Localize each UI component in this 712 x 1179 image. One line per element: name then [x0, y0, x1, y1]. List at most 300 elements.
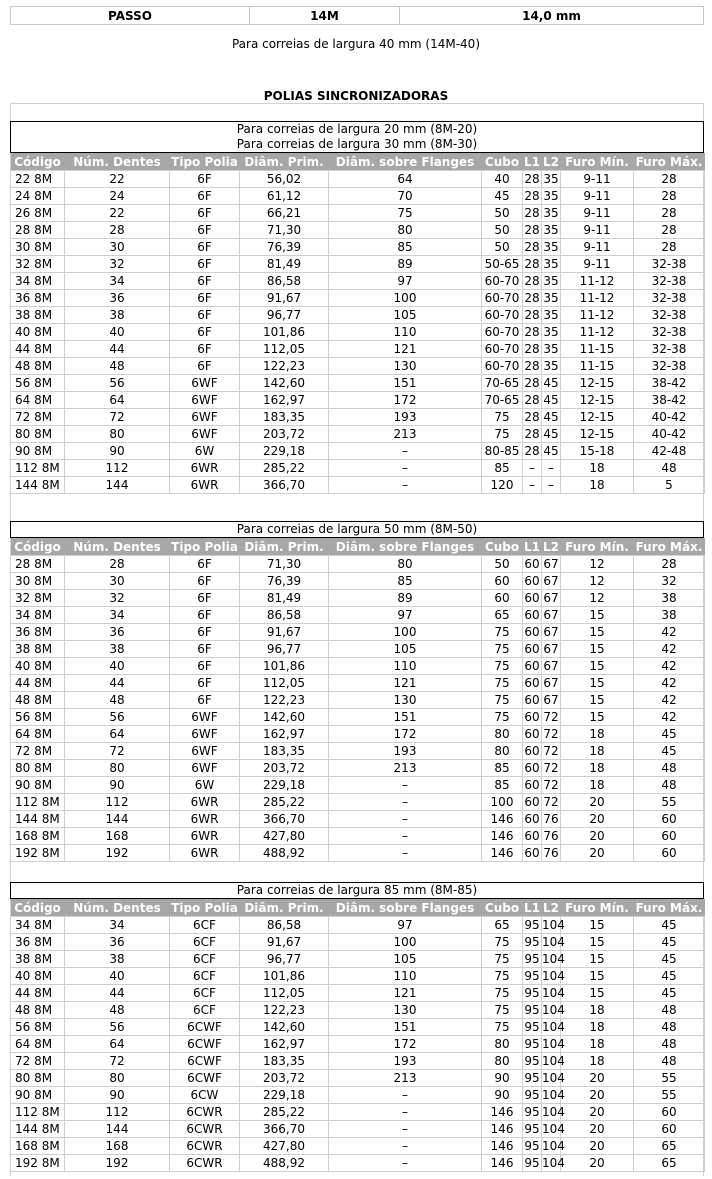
table-cell: 28	[524, 325, 540, 339]
table-row	[11, 171, 705, 188]
table-cell: 20	[561, 1155, 634, 1172]
table-cell: 48	[634, 1002, 705, 1019]
table-cell: 89	[329, 590, 482, 607]
column-header: Diâm. Prim.	[240, 538, 329, 556]
table-cell: 95	[524, 1037, 540, 1051]
table-cell: 60-70	[482, 307, 523, 324]
table-cell: 45	[543, 376, 559, 390]
table-row	[11, 692, 705, 709]
table-cell: 85	[482, 460, 523, 477]
table-row	[11, 239, 705, 256]
table-cell: 192	[65, 1155, 170, 1172]
table-cell: 30	[65, 239, 170, 256]
table-cell: 6CF	[170, 951, 240, 968]
column-header: Núm. Dentes	[65, 538, 170, 556]
table-cell: 44 8M	[11, 675, 65, 692]
column-header: Furo Máx.	[634, 153, 705, 171]
table-cell: 28	[634, 222, 705, 239]
column-header: L1	[524, 154, 540, 169]
table-cell: 32	[65, 256, 170, 273]
table-cell: 32 8M	[11, 590, 65, 607]
table-cell: 34 8M	[11, 607, 65, 624]
table-cell: 130	[329, 692, 482, 709]
table-cell: –	[329, 845, 482, 862]
column-header: L1	[524, 539, 540, 554]
table-cell: 144	[65, 477, 170, 494]
table-row	[11, 460, 705, 477]
column-header: Cubo	[482, 153, 523, 171]
table-cell: 366,70	[240, 1121, 329, 1138]
table-cell: 91,67	[240, 624, 329, 641]
table-cell: 35	[543, 257, 559, 271]
table-row	[11, 1053, 705, 1070]
table-cell: 60	[524, 591, 540, 605]
table-cell: –	[329, 1138, 482, 1155]
table-cell: 105	[329, 951, 482, 968]
table-row	[11, 675, 705, 692]
table-cell: 36 8M	[11, 624, 65, 641]
table-cell: –	[329, 1104, 482, 1121]
table-cell: 6F	[170, 324, 240, 341]
table-cell: –	[329, 1155, 482, 1172]
table-cell: 40 8M	[11, 324, 65, 341]
table-cell: 144	[65, 1121, 170, 1138]
table-cell: 64 8M	[11, 392, 65, 409]
table-cell: 22	[65, 205, 170, 222]
table-row	[11, 1155, 705, 1172]
table-row	[11, 743, 705, 760]
table-cell: 6WF	[170, 426, 240, 443]
table-cell: 65	[634, 1138, 705, 1155]
table-cell: 6CWR	[170, 1138, 240, 1155]
table-cell: 45	[634, 951, 705, 968]
table-cell: 90	[65, 443, 170, 460]
table-cell: 24 8M	[11, 188, 65, 205]
table-cell: 20	[561, 811, 634, 828]
table-cell: 6F	[170, 256, 240, 273]
table-cell: 38	[634, 590, 705, 607]
table-cell: 67	[543, 557, 559, 571]
table-cell: 50	[482, 222, 523, 239]
table-cell: 229,18	[240, 443, 329, 460]
table-cell: 151	[329, 709, 482, 726]
pulley-table	[10, 899, 705, 1172]
table-cell: 12	[561, 556, 634, 573]
table-cell: 100	[482, 794, 523, 811]
table-row	[11, 658, 705, 675]
table-cell: 56 8M	[11, 375, 65, 392]
table-cell: 36	[65, 290, 170, 307]
table-cell: 32-38	[634, 273, 705, 290]
column-header: Tipo Polia	[171, 539, 238, 554]
table-cell: 6WF	[170, 409, 240, 426]
table-caption	[10, 121, 704, 153]
table-cell: 6F	[170, 624, 240, 641]
table-cell: 72	[543, 795, 559, 809]
table-cell: 80	[482, 743, 523, 760]
table-cell: 12	[561, 590, 634, 607]
table-cell: 11-12	[561, 290, 634, 307]
table-cell: 60	[524, 812, 540, 826]
table-cell: 104	[542, 969, 565, 983]
table-cell: 142,60	[240, 709, 329, 726]
table-cell: 213	[329, 1070, 482, 1087]
table-cell: 80	[482, 726, 523, 743]
table-cell: 101,86	[240, 658, 329, 675]
column-header: Código	[11, 899, 65, 917]
table-row	[11, 188, 705, 205]
table-cell: 72	[543, 744, 559, 758]
table-cell: 6CW	[170, 1087, 240, 1104]
table-cell: 162,97	[240, 392, 329, 409]
table-cell: 75	[482, 624, 523, 641]
table-cell: 56 8M	[11, 709, 65, 726]
table-cell: 18	[561, 760, 634, 777]
table-cell: 6W	[170, 443, 240, 460]
table-row	[11, 273, 705, 290]
table-cell: 36 8M	[11, 934, 65, 951]
table-cell: 42	[634, 709, 705, 726]
table-cell: 56	[65, 1019, 170, 1036]
column-header: Furo Mín.	[561, 899, 634, 917]
table-cell: 20	[561, 794, 634, 811]
table-cell: 15	[561, 692, 634, 709]
table-cell: 60	[524, 846, 540, 860]
table-cell: 97	[329, 917, 482, 934]
table-cell: 193	[329, 409, 482, 426]
table-cell: 28	[634, 239, 705, 256]
table-cell: 75	[482, 426, 523, 443]
table-cell: 28	[524, 257, 540, 271]
table-cell: 72	[543, 710, 559, 724]
table-cell: 72	[65, 1053, 170, 1070]
table-cell: 26 8M	[11, 205, 65, 222]
table-cell: 72 8M	[11, 409, 65, 426]
table-cell: 45	[543, 393, 559, 407]
table-cell: 30 8M	[11, 573, 65, 590]
table-cell: 104	[542, 935, 565, 949]
table-cell: 80	[329, 556, 482, 573]
table-cell: 192	[65, 845, 170, 862]
table-cell: 75	[482, 409, 523, 426]
table-cell: 42	[634, 658, 705, 675]
table-cell: 130	[329, 358, 482, 375]
table-cell: 6WR	[170, 477, 240, 494]
table-row	[11, 726, 705, 743]
table-cell: 60	[524, 625, 540, 639]
table-cell: 6CF	[170, 1002, 240, 1019]
table-cell: 15	[561, 934, 634, 951]
table-cell: 56,02	[240, 171, 329, 188]
table-cell: 95	[524, 1071, 540, 1085]
table-cell: 20	[561, 845, 634, 862]
table-cell: 18	[561, 460, 634, 477]
table-row	[11, 341, 705, 358]
table-cell: 15	[561, 951, 634, 968]
table-cell: 11-12	[561, 307, 634, 324]
table-cell: 48	[634, 1053, 705, 1070]
table-cell: 146	[482, 1155, 523, 1172]
table-cell: 12-15	[561, 375, 634, 392]
table-cell: 18	[561, 726, 634, 743]
table-cell: 6F	[170, 222, 240, 239]
table-cell: 11-15	[561, 358, 634, 375]
table-cell: 38	[65, 307, 170, 324]
table-cell: 72 8M	[11, 743, 65, 760]
table-cell: 95	[524, 986, 540, 1000]
table-cell: 229,18	[240, 777, 329, 794]
table-cell: 44	[65, 341, 170, 358]
table-cell: 28	[524, 393, 540, 407]
table-cell: 9-11	[561, 222, 634, 239]
table-row	[11, 607, 705, 624]
table-cell: 151	[329, 1019, 482, 1036]
table-cell: 60	[524, 829, 540, 843]
table-cell: 183,35	[240, 409, 329, 426]
table-cell: 146	[482, 811, 523, 828]
table-row	[11, 968, 705, 985]
table-cell: 6F	[170, 205, 240, 222]
table-cell: 168 8M	[11, 828, 65, 845]
table-cell: 67	[543, 693, 559, 707]
table-cell: 96,77	[240, 307, 329, 324]
table-cell: 104	[542, 1054, 565, 1068]
table-cell: 32 8M	[11, 256, 65, 273]
table-cell: 38	[65, 951, 170, 968]
table-cell: 66,21	[240, 205, 329, 222]
column-header: Tipo Polia	[171, 900, 238, 915]
table-row	[11, 205, 705, 222]
table-cell: 80	[65, 426, 170, 443]
table-cell: 60-70	[482, 273, 523, 290]
table-cell: 6F	[170, 556, 240, 573]
table-cell: 40	[482, 171, 523, 188]
table-cell: 112,05	[240, 341, 329, 358]
table-cell: 72 8M	[11, 1053, 65, 1070]
table-cell: 45	[543, 444, 559, 458]
table-cell: 146	[482, 1121, 523, 1138]
table-cell: 24	[65, 188, 170, 205]
table-cell: 76	[543, 812, 559, 826]
table-row	[11, 477, 705, 494]
table-cell: 6WR	[170, 845, 240, 862]
table-cell: 48	[634, 760, 705, 777]
table-cell: 89	[329, 256, 482, 273]
table-cell: 183,35	[240, 743, 329, 760]
table-cell: 146	[482, 828, 523, 845]
table-cell: 85	[329, 239, 482, 256]
table-row	[11, 811, 705, 828]
table-row	[11, 709, 705, 726]
table-cell: 9-11	[561, 256, 634, 273]
table-cell: 80	[65, 1070, 170, 1087]
table-cell: 213	[329, 760, 482, 777]
caption-line: Para correias de largura 50 mm (8M-50)	[236, 522, 478, 536]
table-cell: 6CWF	[170, 1053, 240, 1070]
table-cell: 35	[543, 189, 559, 203]
table-cell: 48 8M	[11, 1002, 65, 1019]
table-cell: 172	[329, 726, 482, 743]
table-cell: 162,97	[240, 726, 329, 743]
table-cell: 90	[482, 1087, 523, 1104]
table-cell: 64	[65, 1036, 170, 1053]
table-cell: 45	[634, 968, 705, 985]
table-cell: 110	[329, 968, 482, 985]
table-cell: 60	[524, 557, 540, 571]
table-cell: 122,23	[240, 358, 329, 375]
table-cell: 44	[65, 675, 170, 692]
table-cell: 35	[543, 308, 559, 322]
table-row	[11, 1104, 705, 1121]
caption-line: Para correias de largura 20 mm (8M-20)	[236, 122, 478, 136]
table-cell: 104	[542, 1139, 565, 1153]
table-cell: 67	[543, 574, 559, 588]
table-cell: 100	[329, 934, 482, 951]
table-cell: 20	[561, 1104, 634, 1121]
table-cell: 28	[524, 189, 540, 203]
table-cell: 168	[65, 1138, 170, 1155]
table-cell: –	[542, 477, 561, 494]
table-cell: 28	[524, 444, 540, 458]
table-cell: 95	[524, 918, 540, 932]
table-row	[11, 358, 705, 375]
table-cell: 112,05	[240, 985, 329, 1002]
column-header: L2	[543, 539, 559, 554]
table-cell: 72	[543, 761, 559, 775]
table-cell: 97	[329, 273, 482, 290]
table-cell: 162,97	[240, 1036, 329, 1053]
table-cell: 6F	[170, 692, 240, 709]
table-cell: 104	[542, 1020, 565, 1034]
table-row	[11, 573, 705, 590]
table-cell: 95	[524, 1054, 540, 1068]
table-cell: 90 8M	[11, 1087, 65, 1104]
column-header: Núm. Dentes	[65, 899, 170, 917]
table-cell: 32-38	[634, 290, 705, 307]
table-cell: 60	[634, 828, 705, 845]
table-cell: 42	[634, 675, 705, 692]
table-cell: 6F	[170, 607, 240, 624]
table-cell: 30 8M	[11, 239, 65, 256]
section-title: POLIAS SINCRONIZADORAS	[263, 89, 449, 103]
table-cell: 60	[524, 659, 540, 673]
table-cell: 28	[524, 274, 540, 288]
table-cell: –	[523, 460, 542, 477]
table-cell: 192 8M	[11, 845, 65, 862]
column-header: L2	[543, 900, 559, 915]
table-cell: 44	[65, 985, 170, 1002]
table-cell: 15-18	[561, 443, 634, 460]
table-cell: 203,72	[240, 1070, 329, 1087]
table-cell: 56 8M	[11, 1019, 65, 1036]
column-header: Tipo Polia	[171, 154, 238, 169]
table-cell: 95	[524, 952, 540, 966]
table-cell: 60	[482, 590, 523, 607]
table-cell: 60	[482, 573, 523, 590]
table-cell: 101,86	[240, 324, 329, 341]
table-cell: 48	[634, 1036, 705, 1053]
table-cell: 90	[65, 777, 170, 794]
table-cell: 104	[542, 1003, 565, 1017]
table-cell: 40 8M	[11, 968, 65, 985]
table-cell: 75	[482, 1002, 523, 1019]
table-row	[11, 951, 705, 968]
table-cell: 91,67	[240, 290, 329, 307]
table-cell: 38-42	[634, 392, 705, 409]
table-cell: 60	[634, 1121, 705, 1138]
table-row	[11, 443, 705, 460]
table-cell: 6W	[170, 777, 240, 794]
table-cell: 65	[482, 917, 523, 934]
table-cell: 44 8M	[11, 985, 65, 1002]
table-header-row	[11, 899, 705, 917]
table-cell: 85	[482, 777, 523, 794]
table-cell: 183,35	[240, 1053, 329, 1070]
table-cell: 60-70	[482, 341, 523, 358]
table-cell: 64	[329, 171, 482, 188]
table-cell: 104	[542, 1105, 565, 1119]
table-cell: 6CWR	[170, 1155, 240, 1172]
table-row	[11, 934, 705, 951]
column-header: Diâm. sobre Flanges	[329, 153, 482, 171]
table-cell: 35	[543, 274, 559, 288]
table-cell: 96,77	[240, 641, 329, 658]
table-cell: 28	[524, 223, 540, 237]
table-cell: 6WR	[170, 460, 240, 477]
table-cell: 60-70	[482, 290, 523, 307]
table-cell: 45	[543, 427, 559, 441]
table-cell: 6F	[170, 239, 240, 256]
table-cell: 42	[634, 641, 705, 658]
pitch-value: 14,0 mm	[400, 7, 704, 25]
table-cell: 60	[524, 608, 540, 622]
table-cell: 90 8M	[11, 443, 65, 460]
table-cell: 67	[543, 676, 559, 690]
table-cell: 75	[482, 985, 523, 1002]
table-cell: 144 8M	[11, 1121, 65, 1138]
table-cell: 45	[482, 188, 523, 205]
table-cell: 104	[542, 1122, 565, 1136]
table-cell: 60-70	[482, 358, 523, 375]
table-cell: 90	[482, 1070, 523, 1087]
table-cell: 6CF	[170, 917, 240, 934]
table-cell: 146	[482, 1104, 523, 1121]
table-cell: 427,80	[240, 1138, 329, 1155]
table-cell: 60	[524, 710, 540, 724]
table-cell: 142,60	[240, 1019, 329, 1036]
table-cell: 42-48	[634, 443, 705, 460]
table-cell: 75	[482, 951, 523, 968]
table-cell: 48	[65, 1002, 170, 1019]
pitch-label: PASSO	[11, 7, 250, 25]
table-cell: 18	[561, 477, 634, 494]
table-cell: 18	[561, 1019, 634, 1036]
table-cell: 28	[634, 556, 705, 573]
table-cell: 56	[65, 709, 170, 726]
table-cell: 15	[561, 985, 634, 1002]
table-cell: 101,86	[240, 968, 329, 985]
table-cell: 50	[482, 205, 523, 222]
table-cell: 121	[329, 341, 482, 358]
table-cell: 32-38	[634, 324, 705, 341]
table-cell: 42	[634, 692, 705, 709]
table-cell: 76	[543, 846, 559, 860]
table-cell: 146	[482, 845, 523, 862]
table-row	[11, 760, 705, 777]
table-cell: 6CF	[170, 968, 240, 985]
table-row	[11, 426, 705, 443]
table-cell: 11-12	[561, 273, 634, 290]
